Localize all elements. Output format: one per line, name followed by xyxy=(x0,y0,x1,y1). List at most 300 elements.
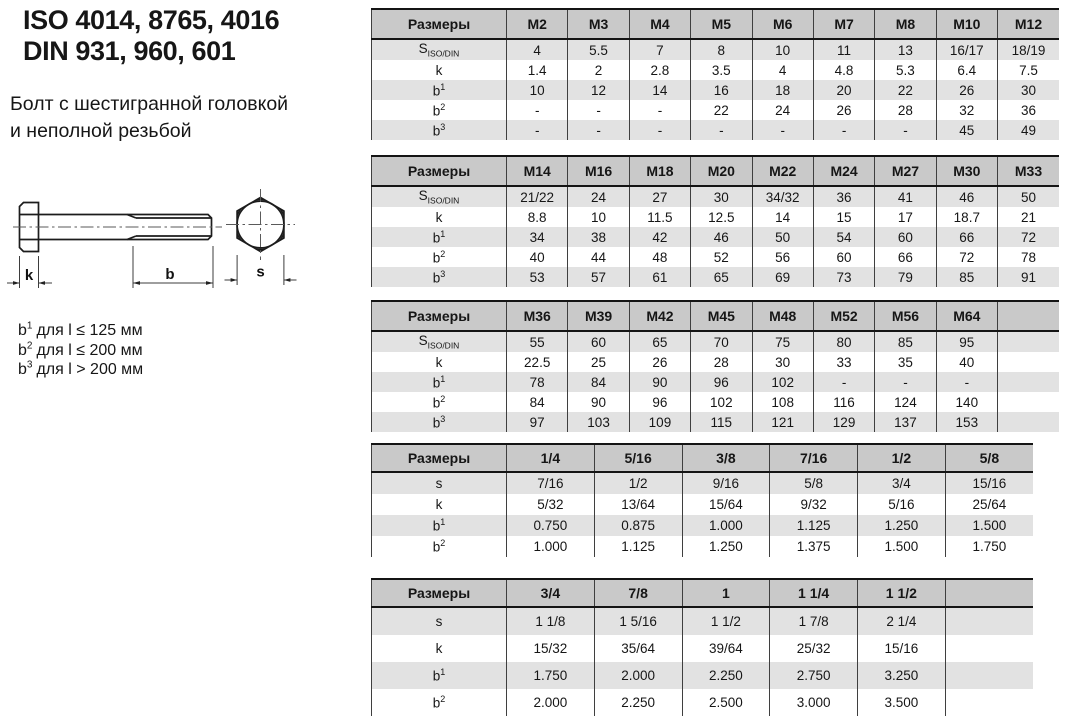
dim-value-cell: 35/64 xyxy=(594,635,682,662)
dim-value-cell: 16 xyxy=(691,80,752,100)
empty-cell xyxy=(945,689,1033,716)
dim-value-cell: 30 xyxy=(752,352,813,372)
dim-value-cell: 5.5 xyxy=(568,39,629,60)
dim-value-cell: 14 xyxy=(752,207,813,227)
dim-value-cell: 115 xyxy=(691,412,752,432)
header-razmery: Размеры xyxy=(372,301,507,331)
dim-value-cell: 27 xyxy=(629,186,690,207)
empty-header-cell xyxy=(998,301,1060,331)
dim-value-cell: 75 xyxy=(752,331,813,352)
dim-value-cell: 102 xyxy=(691,392,752,412)
column-header: M45 xyxy=(691,301,752,331)
table-row xyxy=(372,412,1060,432)
dim-value-cell: 21/22 xyxy=(507,186,568,207)
dim-value-cell: 79 xyxy=(875,267,936,287)
note-b3-sup: 3 xyxy=(26,359,33,371)
dim-value-cell: 2.250 xyxy=(682,662,770,689)
dim-value-cell: 1 1/2 xyxy=(682,607,770,635)
column-header: 1 1/4 xyxy=(770,579,858,607)
table-row xyxy=(372,536,1034,557)
note-b1-sup: 1 xyxy=(26,320,33,332)
dim-value-cell: 2.8 xyxy=(629,60,690,80)
dim-value-cell: - xyxy=(875,120,936,140)
column-header: 1 xyxy=(682,579,770,607)
dim-value-cell: 2.750 xyxy=(770,662,858,689)
dim-value-cell: 54 xyxy=(813,227,874,247)
column-header: 7/8 xyxy=(594,579,682,607)
dim-value-cell: 25/64 xyxy=(945,494,1033,515)
dim-value-cell: 14 xyxy=(629,80,690,100)
table-row xyxy=(372,352,1060,372)
dim-value-cell: - xyxy=(752,120,813,140)
dim-value-cell: 24 xyxy=(568,186,629,207)
table-row xyxy=(372,689,1034,716)
dim-value-cell: 60 xyxy=(875,227,936,247)
column-header: 5/16 xyxy=(594,444,682,472)
dim-value-cell: 1.375 xyxy=(770,536,858,557)
dim-value-cell: 53 xyxy=(507,267,568,287)
column-header: M6 xyxy=(752,9,813,39)
dim-value-cell: 20 xyxy=(813,80,874,100)
dim-value-cell: 57 xyxy=(568,267,629,287)
dim-value-cell: 4 xyxy=(752,60,813,80)
title-din-line: DIN 931, 960, 601 xyxy=(23,36,236,66)
dim-value-cell: 41 xyxy=(875,186,936,207)
row-label-sub: ISO/DIN xyxy=(427,48,460,59)
dim-value-cell: 5/32 xyxy=(507,494,595,515)
dimension-table-m14-m33 xyxy=(371,155,1059,287)
table-row xyxy=(372,392,1060,412)
row-label-sub: ISO/DIN xyxy=(427,195,460,206)
dim-value-cell: 3.250 xyxy=(858,662,946,689)
column-header: M39 xyxy=(568,301,629,331)
dim-value-cell: 15/16 xyxy=(858,635,946,662)
row-label-sup: 3 xyxy=(440,268,446,279)
dim-value-cell: 50 xyxy=(998,186,1060,207)
dim-value-cell: 1.500 xyxy=(858,536,946,557)
dim-value-cell: - xyxy=(507,120,568,140)
note-b2-text: для l ≤ 200 мм xyxy=(36,341,143,359)
dim-value-cell: 3.000 xyxy=(770,689,858,716)
dim-value-cell: 55 xyxy=(507,331,568,352)
header-row xyxy=(372,444,1034,472)
k-arrow-left xyxy=(13,281,20,285)
table-row xyxy=(372,331,1060,352)
dim-value-cell: 18 xyxy=(752,80,813,100)
column-header: M33 xyxy=(998,156,1060,186)
dim-value-cell: 15 xyxy=(813,207,874,227)
dim-value-cell: 22.5 xyxy=(507,352,568,372)
dim-value-cell: 11 xyxy=(813,39,874,60)
column-header: M22 xyxy=(752,156,813,186)
dim-value-cell: 40 xyxy=(507,247,568,267)
dim-value-cell: 1 1/8 xyxy=(507,607,595,635)
column-header: 7/16 xyxy=(770,444,858,472)
dim-value-cell: 73 xyxy=(813,267,874,287)
dim-value-cell: 96 xyxy=(691,372,752,392)
dim-value-cell: 12 xyxy=(568,80,629,100)
dim-value-cell: 13 xyxy=(875,39,936,60)
dim-value-cell: 2 xyxy=(568,60,629,80)
row-label: $b^3$ xyxy=(372,267,507,287)
row-label: $S_{ISO/DIN}$ xyxy=(372,186,507,207)
row-label: s xyxy=(372,472,507,494)
dim-value-cell: 108 xyxy=(752,392,813,412)
dimension-table-inch-small xyxy=(371,443,1033,557)
dimension-table-m36-m64 xyxy=(371,300,1059,432)
dim-value-cell: 9/16 xyxy=(682,472,770,494)
column-header: M14 xyxy=(507,156,568,186)
dim-value-cell: - xyxy=(629,120,690,140)
dim-value-cell: 1.000 xyxy=(507,536,595,557)
dim-value-cell: 69 xyxy=(752,267,813,287)
column-header: M18 xyxy=(629,156,690,186)
column-header: M30 xyxy=(936,156,997,186)
column-header: 1 1/2 xyxy=(858,579,946,607)
empty-cell xyxy=(945,607,1033,635)
table-imperial-quarter-to-5-8 xyxy=(371,443,1033,557)
dim-value-cell: 129 xyxy=(813,412,874,432)
dim-value-cell: 84 xyxy=(507,392,568,412)
header-row xyxy=(372,9,1060,39)
row-label: $b^3$ xyxy=(372,120,507,140)
column-header: M64 xyxy=(936,301,997,331)
dim-value-cell: 17 xyxy=(875,207,936,227)
column-header: M48 xyxy=(752,301,813,331)
row-label: $b^2$ xyxy=(372,536,507,557)
dim-value-cell: 13/64 xyxy=(594,494,682,515)
s-dimension-label: s xyxy=(256,263,265,281)
row-label-sub: ISO/DIN xyxy=(427,340,460,351)
table-metric-m2-m12 xyxy=(371,8,1059,140)
table-row xyxy=(372,372,1060,392)
dim-value-cell: 1.125 xyxy=(770,515,858,536)
column-header: M42 xyxy=(629,301,690,331)
dim-value-cell: 140 xyxy=(936,392,997,412)
b-dimension-label: b xyxy=(165,266,175,283)
note-b2-sup: 2 xyxy=(26,340,33,352)
dim-value-cell: 48 xyxy=(629,247,690,267)
row-label-sup: 1 xyxy=(440,228,446,239)
table-row xyxy=(372,80,1060,100)
note-b3 xyxy=(18,360,143,380)
dim-value-cell: 33 xyxy=(813,352,874,372)
dim-value-cell: 6.4 xyxy=(936,60,997,80)
dim-value-cell: 97 xyxy=(507,412,568,432)
b-arrow-right xyxy=(206,281,213,285)
dim-value-cell: 1.000 xyxy=(682,515,770,536)
column-header: 1/4 xyxy=(507,444,595,472)
note-b1 xyxy=(18,321,143,341)
dim-value-cell: 46 xyxy=(936,186,997,207)
table-row xyxy=(372,494,1034,515)
dim-value-cell: 66 xyxy=(875,247,936,267)
dim-value-cell: 153 xyxy=(936,412,997,432)
dim-value-cell: 60 xyxy=(813,247,874,267)
dim-value-cell: - xyxy=(875,372,936,392)
dim-value-cell: 1.250 xyxy=(858,515,946,536)
dim-value-cell: - xyxy=(507,100,568,120)
dim-value-cell: 95 xyxy=(936,331,997,352)
dim-value-cell: 8 xyxy=(691,39,752,60)
row-label: $b^2$ xyxy=(372,689,507,716)
column-header: 5/8 xyxy=(945,444,1033,472)
column-header: M36 xyxy=(507,301,568,331)
row-label-sup: 2 xyxy=(440,393,446,404)
table-row xyxy=(372,39,1060,60)
dim-value-cell: 18/19 xyxy=(998,39,1060,60)
dim-value-cell: 109 xyxy=(629,412,690,432)
dim-value-cell: 44 xyxy=(568,247,629,267)
note-b3-text: для l > 200 мм xyxy=(36,361,144,378)
dim-value-cell: - xyxy=(691,120,752,140)
row-label: $S_{ISO/DIN}$ xyxy=(372,331,507,352)
dim-value-cell: 36 xyxy=(998,100,1060,120)
dim-value-cell: 42 xyxy=(629,227,690,247)
dim-value-cell: 21 xyxy=(998,207,1060,227)
dimension-table-inch-large xyxy=(371,578,1033,716)
column-header: M10 xyxy=(936,9,997,39)
dim-value-cell: 10 xyxy=(568,207,629,227)
row-label-sup: 2 xyxy=(440,694,446,705)
dim-value-cell: 116 xyxy=(813,392,874,412)
dim-value-cell: 3.5 xyxy=(691,60,752,80)
column-header: M8 xyxy=(875,9,936,39)
note-b1-symbol: b xyxy=(18,322,27,339)
dim-value-cell: 78 xyxy=(998,247,1060,267)
title-iso-line: ISO 4014, 8765, 4016 xyxy=(23,5,280,35)
table-row xyxy=(372,635,1034,662)
dim-value-cell: 1.750 xyxy=(507,662,595,689)
page-subtitle xyxy=(10,91,288,145)
header-razmery: Размеры xyxy=(372,156,507,186)
dim-value-cell: - xyxy=(568,100,629,120)
dim-value-cell: 78 xyxy=(507,372,568,392)
dim-value-cell: 1/2 xyxy=(594,472,682,494)
note-b2-symbol: b xyxy=(18,341,27,359)
row-label: k xyxy=(372,494,507,515)
dim-value-cell: 5.3 xyxy=(875,60,936,80)
empty-cell xyxy=(998,331,1060,352)
dim-value-cell: 30 xyxy=(998,80,1060,100)
table-row xyxy=(372,100,1060,120)
column-header: M20 xyxy=(691,156,752,186)
dim-value-cell: 16/17 xyxy=(936,39,997,60)
dim-value-cell: 3.500 xyxy=(858,689,946,716)
row-label: k xyxy=(372,352,507,372)
dim-value-cell: - xyxy=(629,100,690,120)
dim-value-cell: 65 xyxy=(629,331,690,352)
note-b3-symbol: b xyxy=(18,361,27,378)
row-label-sup: 1 xyxy=(440,667,446,678)
page-title xyxy=(23,5,279,67)
dim-value-cell: 1 5/16 xyxy=(594,607,682,635)
dim-value-cell: 40 xyxy=(936,352,997,372)
dim-value-cell: 45 xyxy=(936,120,997,140)
column-header: M7 xyxy=(813,9,874,39)
dim-value-cell: 30 xyxy=(691,186,752,207)
dim-value-cell: 103 xyxy=(568,412,629,432)
dim-value-cell: 90 xyxy=(568,392,629,412)
column-header: 3/8 xyxy=(682,444,770,472)
subtitle-line-2: и неполной резьбой xyxy=(10,120,192,142)
column-header: 1/2 xyxy=(858,444,946,472)
dim-value-cell: 26 xyxy=(813,100,874,120)
header-row xyxy=(372,301,1060,331)
dim-value-cell: 11.5 xyxy=(629,207,690,227)
dim-value-cell: - xyxy=(813,372,874,392)
table-row xyxy=(372,472,1034,494)
bolt-technical-drawing xyxy=(0,183,320,318)
dim-value-cell: 2.000 xyxy=(507,689,595,716)
empty-cell xyxy=(945,662,1033,689)
table-row xyxy=(372,515,1034,536)
table-imperial-3-4-to-1-1-2 xyxy=(371,578,1033,716)
empty-cell xyxy=(998,412,1060,432)
row-label-sup: 3 xyxy=(440,121,446,132)
dim-value-cell: 28 xyxy=(875,100,936,120)
dim-value-cell: 7 xyxy=(629,39,690,60)
dim-value-cell: 85 xyxy=(875,331,936,352)
dim-value-cell: 2.500 xyxy=(682,689,770,716)
k-arrow-right xyxy=(39,281,46,285)
column-header: M2 xyxy=(507,9,568,39)
row-label: $b^1$ xyxy=(372,662,507,689)
dim-value-cell: 15/64 xyxy=(682,494,770,515)
table-row xyxy=(372,227,1060,247)
dim-value-cell: 61 xyxy=(629,267,690,287)
table-row xyxy=(372,186,1060,207)
dim-value-cell: 52 xyxy=(691,247,752,267)
table-row xyxy=(372,267,1060,287)
dim-value-cell: 7.5 xyxy=(998,60,1060,80)
dim-value-cell: 22 xyxy=(691,100,752,120)
dim-value-cell: 35 xyxy=(875,352,936,372)
dim-value-cell: 25 xyxy=(568,352,629,372)
column-header: M24 xyxy=(813,156,874,186)
dim-value-cell: 38 xyxy=(568,227,629,247)
note-b2 xyxy=(18,341,143,361)
dim-value-cell: 10 xyxy=(507,80,568,100)
row-label-sup: 2 xyxy=(440,101,446,112)
dim-value-cell: 26 xyxy=(936,80,997,100)
dim-value-cell: 137 xyxy=(875,412,936,432)
dim-value-cell: 49 xyxy=(998,120,1060,140)
k-dimension-label: k xyxy=(24,267,34,284)
dim-value-cell: 2 1/4 xyxy=(858,607,946,635)
row-label: $S_{ISO/DIN}$ xyxy=(372,39,507,60)
thread-length-notes xyxy=(18,321,143,380)
row-label: k xyxy=(372,207,507,227)
row-label: $b^1$ xyxy=(372,515,507,536)
dim-value-cell: 84 xyxy=(568,372,629,392)
empty-cell xyxy=(998,392,1060,412)
table-metric-m36-m64 xyxy=(371,300,1059,432)
dim-value-cell: 15/16 xyxy=(945,472,1033,494)
row-label: $b^1$ xyxy=(372,372,507,392)
table-row xyxy=(372,662,1034,689)
row-label: $b^1$ xyxy=(372,227,507,247)
dim-value-cell: 5/16 xyxy=(858,494,946,515)
dim-value-cell: 18.7 xyxy=(936,207,997,227)
table-row xyxy=(372,247,1060,267)
dim-value-cell: 9/32 xyxy=(770,494,858,515)
dim-value-cell: 102 xyxy=(752,372,813,392)
dim-value-cell: 2.250 xyxy=(594,689,682,716)
note-b1-text: для l ≤ 125 мм xyxy=(36,322,143,339)
dim-value-cell: 32 xyxy=(936,100,997,120)
header-razmery: Размеры xyxy=(372,444,507,472)
dim-value-cell: 1 7/8 xyxy=(770,607,858,635)
dim-value-cell: - xyxy=(813,120,874,140)
dim-value-cell: 39/64 xyxy=(682,635,770,662)
dim-value-cell: 56 xyxy=(752,247,813,267)
dim-value-cell: 1.250 xyxy=(682,536,770,557)
dim-value-cell: 26 xyxy=(629,352,690,372)
dim-value-cell: 50 xyxy=(752,227,813,247)
dim-value-cell: 3/4 xyxy=(858,472,946,494)
dim-value-cell: 1.125 xyxy=(594,536,682,557)
row-label: $b^2$ xyxy=(372,100,507,120)
row-label: $b^1$ xyxy=(372,80,507,100)
empty-cell xyxy=(945,635,1033,662)
dim-value-cell: 0.875 xyxy=(594,515,682,536)
column-header: M3 xyxy=(568,9,629,39)
dim-value-cell: 5/8 xyxy=(770,472,858,494)
column-header: M12 xyxy=(998,9,1060,39)
dim-value-cell: 12.5 xyxy=(691,207,752,227)
dim-value-cell: 121 xyxy=(752,412,813,432)
header-razmery: Размеры xyxy=(372,579,507,607)
dim-value-cell: 2.000 xyxy=(594,662,682,689)
dim-value-cell: 72 xyxy=(936,247,997,267)
row-label-sup: 2 xyxy=(440,248,446,259)
header-row xyxy=(372,156,1060,186)
dim-value-cell: 96 xyxy=(629,392,690,412)
dim-value-cell: 72 xyxy=(998,227,1060,247)
table-row xyxy=(372,120,1060,140)
row-label: $b^2$ xyxy=(372,392,507,412)
dim-value-cell: 1.750 xyxy=(945,536,1033,557)
row-label: $b^3$ xyxy=(372,412,507,432)
dim-value-cell: 4.8 xyxy=(813,60,874,80)
empty-header-cell xyxy=(945,579,1033,607)
row-label: k xyxy=(372,635,507,662)
table-row xyxy=(372,607,1034,635)
row-label-sup: 1 xyxy=(440,81,446,92)
dimension-table-m2-m12 xyxy=(371,8,1059,140)
b-arrow-left xyxy=(133,281,140,285)
column-header: M52 xyxy=(813,301,874,331)
dim-value-cell: 80 xyxy=(813,331,874,352)
table-metric-m14-m33 xyxy=(371,155,1059,287)
dim-value-cell: 34/32 xyxy=(752,186,813,207)
dim-value-cell: 85 xyxy=(936,267,997,287)
dim-value-cell: 90 xyxy=(629,372,690,392)
dim-value-cell: 70 xyxy=(691,331,752,352)
dim-value-cell: - xyxy=(936,372,997,392)
dim-value-cell: 65 xyxy=(691,267,752,287)
s-arrow-left xyxy=(231,278,238,282)
row-label-sup: 2 xyxy=(440,538,446,549)
dim-value-cell: 4 xyxy=(507,39,568,60)
dim-value-cell: 24 xyxy=(752,100,813,120)
dim-value-cell: 1.500 xyxy=(945,515,1033,536)
row-label-sup: 1 xyxy=(440,373,446,384)
column-header: M4 xyxy=(629,9,690,39)
column-header: M27 xyxy=(875,156,936,186)
row-label-sup: 3 xyxy=(440,413,446,424)
